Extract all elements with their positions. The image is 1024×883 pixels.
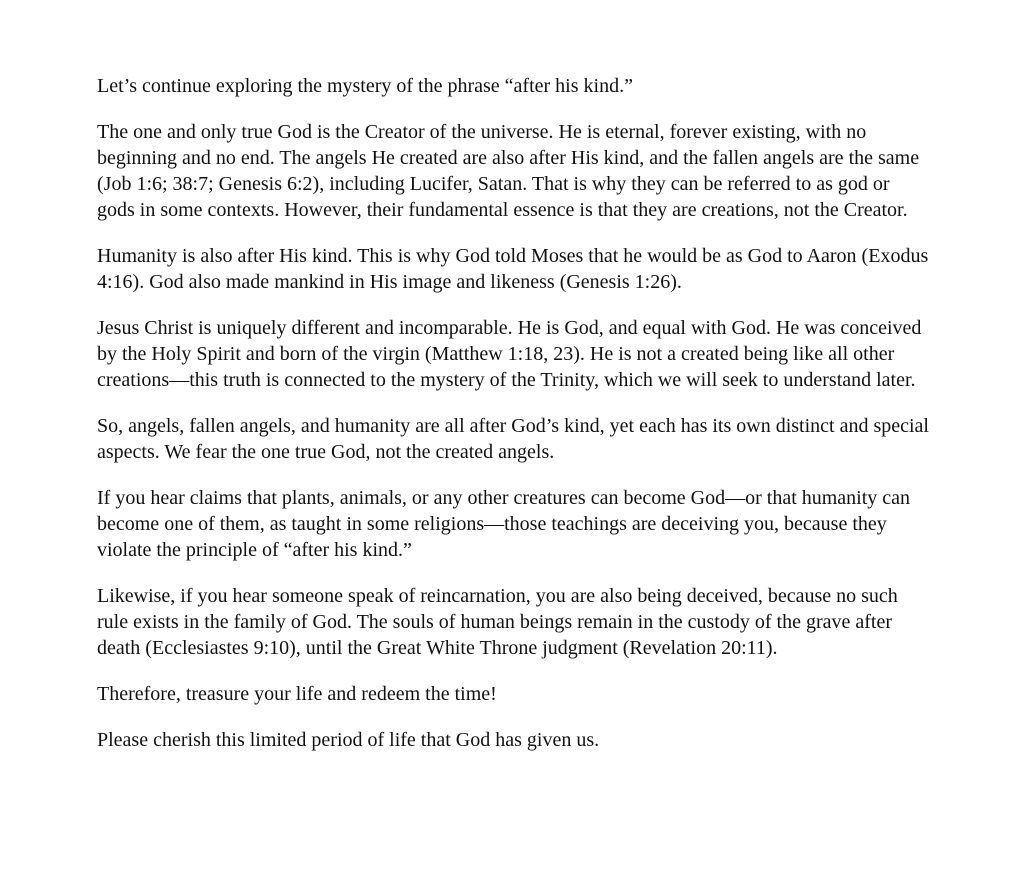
paragraph: The one and only true God is the Creator of the universe. He is eternal, forever existing, with no beginning and no end. The angels He created are also after His kind, and the fallen angels are the same (Job 1:6; 38:7; Genesis 6:2), including Lucifer, Satan. That is why they can be referred to as god or gods in some contexts. However, their fundamental essence is that they are creations, not the Creator. (97, 121, 920, 221)
paragraph: So, angels, fallen angels, and humanity are all after God’s kind, yet each has its own distinct and special aspects. We fear the one true God, not the created angels. (97, 415, 929, 463)
paragraph: If you hear claims that plants, animals, or any other creatures can become God—or that humanity can become one of them, as taught in some religions—those teachings are deceiving you, because they violate the principle of “after his kind.” (97, 487, 911, 561)
paragraph: Let’s continue exploring the mystery of the phrase “after his kind.” (97, 75, 633, 97)
paragraph: Jesus Christ is uniquely different and incomparable. He is God, and equal with God. He was conceived by the Holy Spirit and born of the virgin (Matthew 1:18, 23). He is not a created being like all other creations—this truth is connected to the mystery of the Trinity, which we will seek to understand later. (97, 317, 922, 391)
paragraph: Therefore, treasure your life and redeem the time! (97, 683, 497, 705)
paragraph: Humanity is also after His kind. This is why God told Moses that he would be as God to Aaron (Exodus 4:16). God also made mankind in His image and likeness (Genesis 1:26). (97, 245, 929, 293)
paragraph: Likewise, if you hear someone speak of reincarnation, you are also being deceived, because no such rule exists in the family of God. The souls of human beings remain in the custody of the grave after death (Ecclesiastes 9:10), until the Great White Throne judgment (Revelation 20:11). (97, 585, 898, 659)
paragraph: Please cherish this limited period of life that God has given us. (97, 729, 600, 751)
